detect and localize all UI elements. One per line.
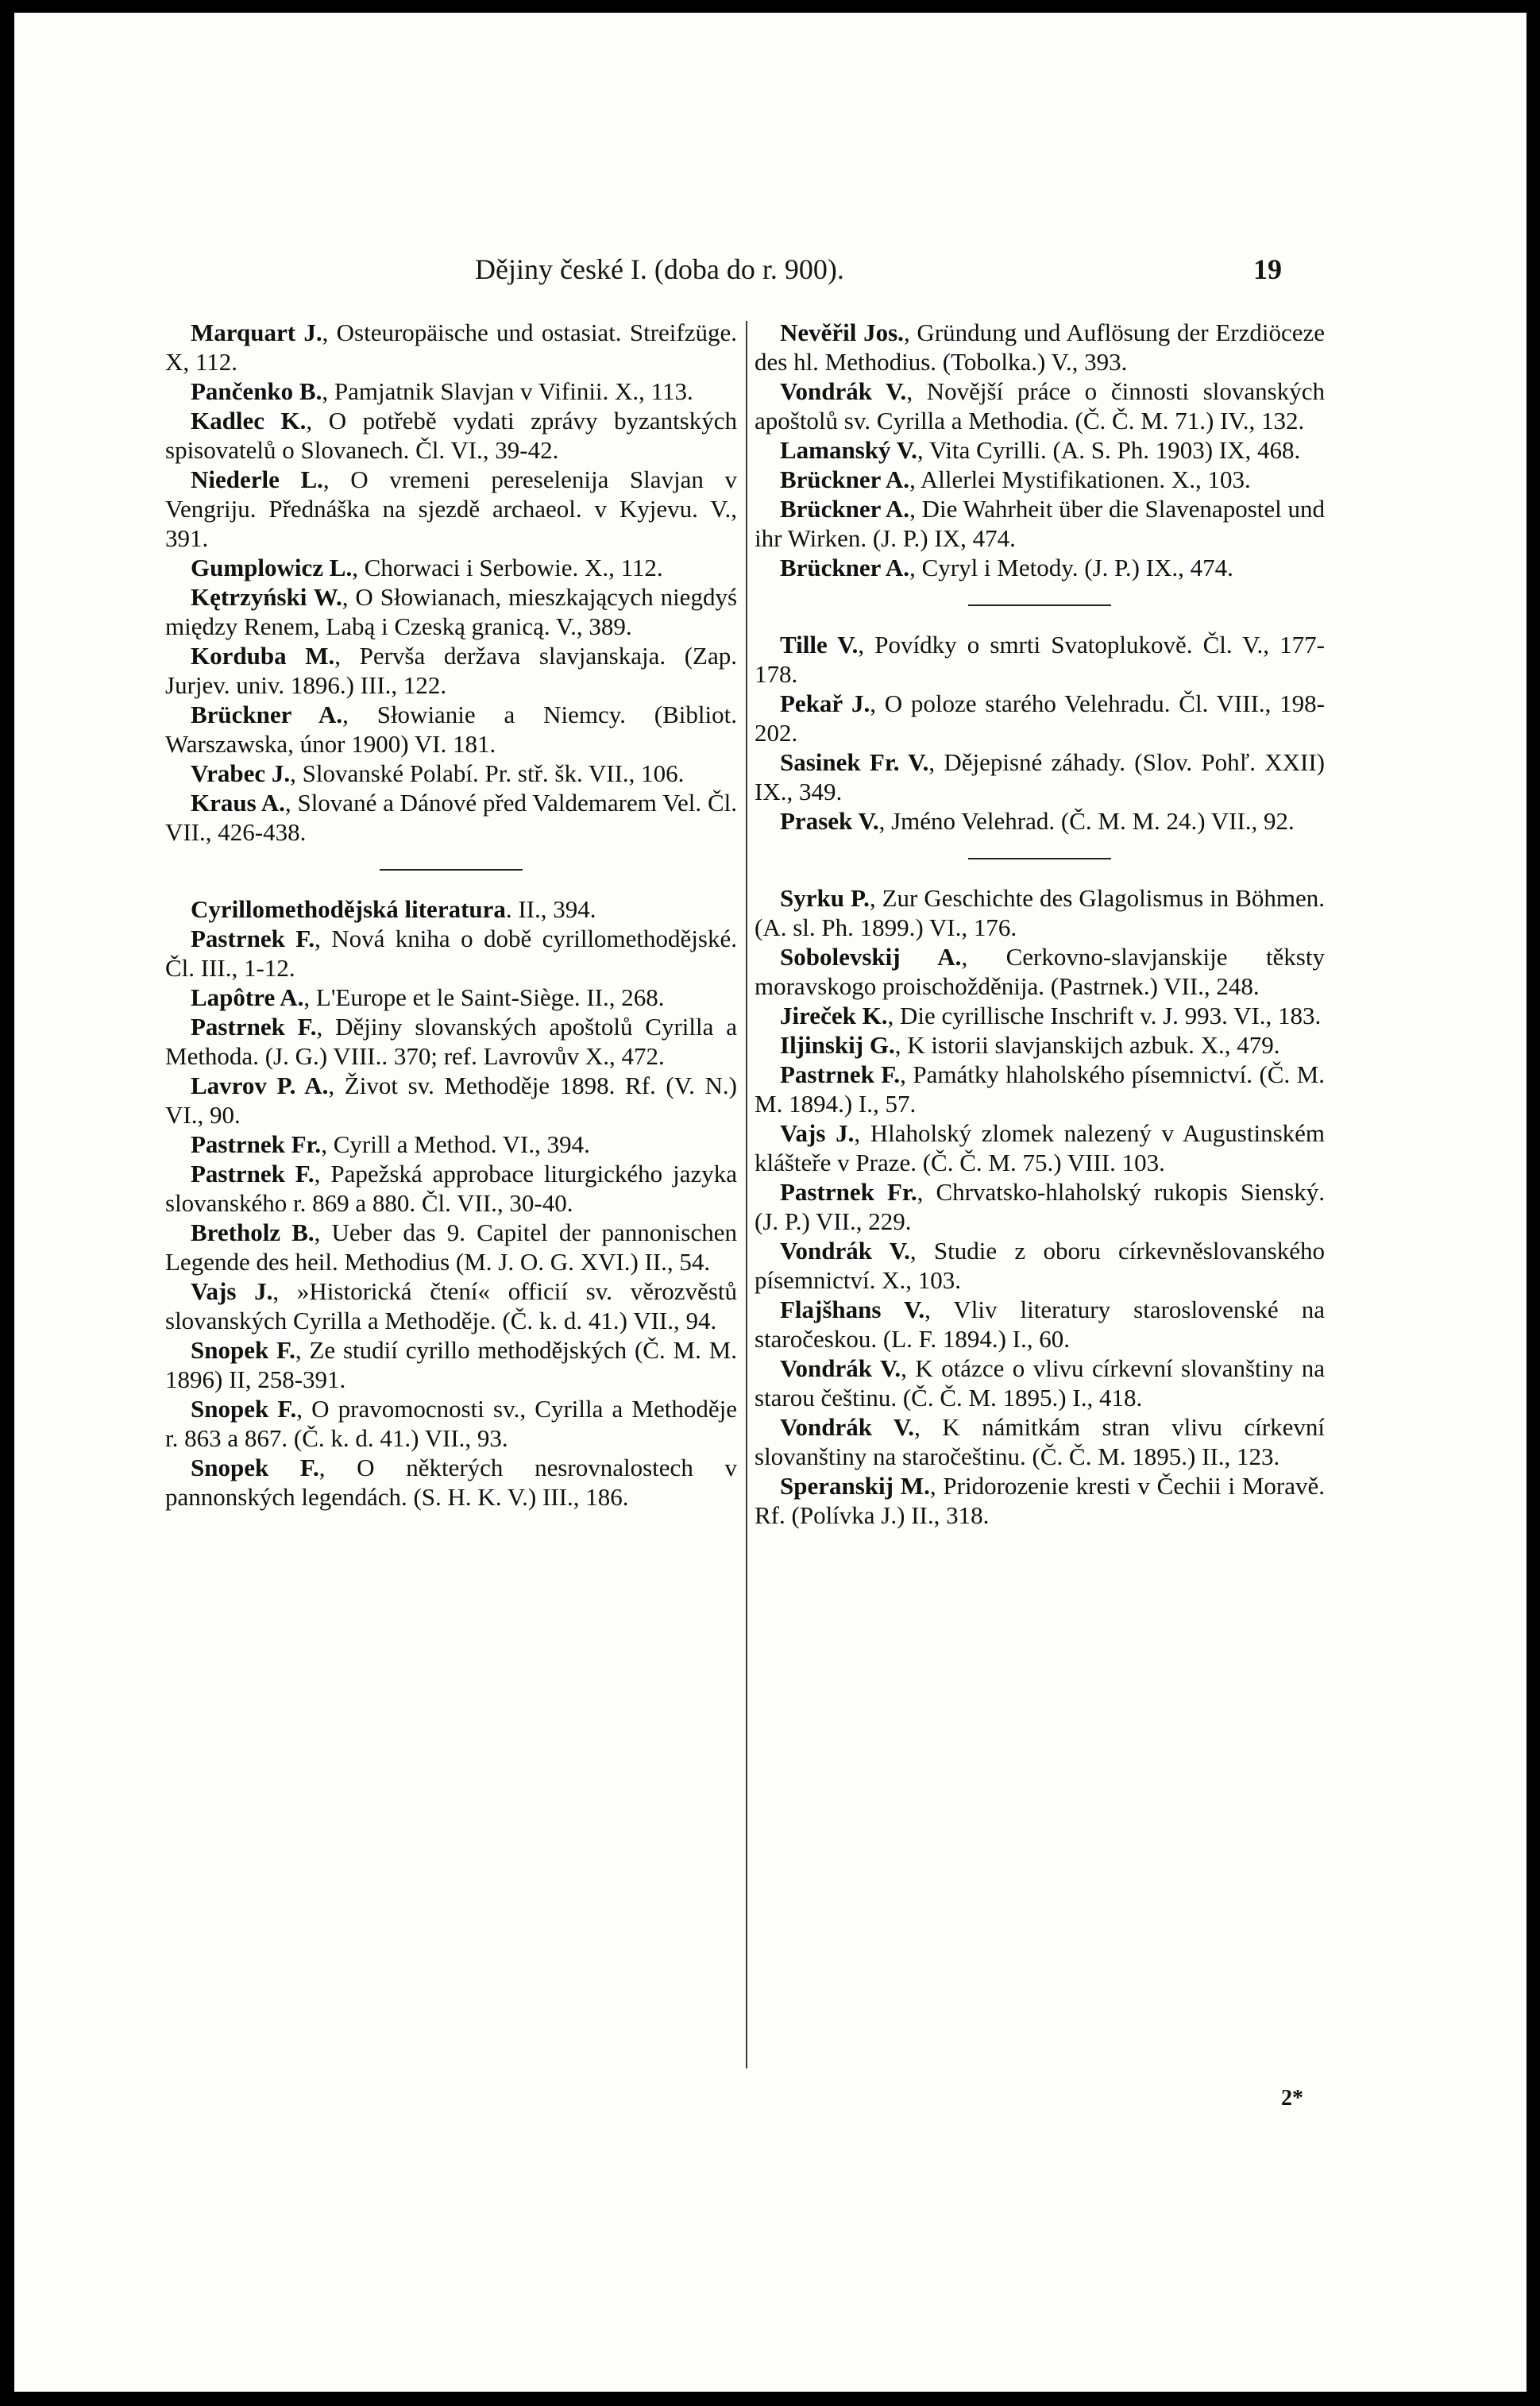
entry-text: , Slovanské Polabí. Pr. stř. šk. VII., 106. [290,759,685,787]
entry-text: , Chorwaci i Serbowie. X., 112. [352,554,663,581]
bibliography-entry [165,377,737,406]
entry-author: Brückner A. [780,554,910,581]
entry-text: , Ze studií cyrillo methodějských (Č. M. M. 1896) II, 258-391. [165,1336,738,1393]
entry-text: , Pamjatnik Slavjan v Vifinii. X., 113. [322,377,693,405]
entry-author: Sobolevskij A. [780,943,962,971]
entry-author: Pastrnek F. [191,1160,315,1188]
section-separator [380,869,523,871]
bibliography-entry [755,1471,1325,1530]
entry-author: Iljinskij G. [780,1031,895,1059]
entry-author: Flajšhans V. [780,1296,925,1323]
entry-author: Pastrnek Fr. [191,1130,322,1158]
bibliography-entry [165,1335,737,1394]
entry-author: Lamanský V. [780,436,917,464]
entry-author: Bretholz B. [191,1218,315,1246]
entry-text: , Cerkovno-slavjanskije těksty moravskogo proischožděnija. (Pastrnek.) VII., 248. [755,943,1325,1000]
entry-author: Pastrnek F. [780,1060,901,1088]
bibliography-entry [755,1118,1325,1177]
entry-author: Vajs J. [191,1277,273,1305]
bibliography-entry [755,377,1325,435]
entry-text: , Słowianie a Niemcy. (Bibliot. Warszawska, únor 1900) VI. 181. [165,701,737,758]
entry-text: , Allerlei Mystifikationen. X., 103. [909,465,1251,493]
bibliography-entry [165,1276,737,1335]
entry-author: Snopek F. [191,1395,297,1423]
entry-text: , Život sv. Methoděje 1898. Rf. (V. N.) VI., 90. [165,1072,737,1129]
entry-text: , Pervša deržava slavjanskaja. (Zap. Jurjev. univ. 1896.) III., 122. [165,642,738,699]
bibliography-entry [165,318,737,377]
page-number: 19 [1253,253,1282,285]
entry-author: Korduba M. [191,642,335,670]
bibliography-entry [755,1030,1325,1060]
entry-text: , Pridorozenie kresti v Čechii i Moravě. Rf. (Polívka J.) II., 318. [755,1472,1325,1529]
entry-text: , »Historická čtení« officií sv. věrozvěstů slovanských Cyrilla a Methoděje. (Č. k. d. 41.) VII., 94. [165,1277,737,1334]
entry-author: Lapôtre A. [191,983,304,1011]
section-separator [968,604,1111,606]
entry-text: , Dějiny slovanských apoštolů Cyrilla a Methoda. (J. G.) VIII.. 370; ref. Lavrovův X., 472. [165,1013,737,1070]
entry-author: Brückner A. [780,495,910,523]
entry-text: , O některých nesrovnalostech v pannonských legendách. (S. H. K. V.) III., 186. [165,1454,737,1511]
entry-author: Snopek F. [191,1336,295,1364]
entry-text: , Die cyrillische Inschrift v. J. 993. VI., 183. [887,1002,1322,1029]
entry-text: , Cyryl i Metody. (J. P.) IX., 474. [909,554,1233,581]
bibliography-entry [165,1453,737,1512]
entry-author: Niederle L. [191,465,323,493]
entry-text: , O Słowianach, mieszkających niegdyś między Renem, Labą i Czeską granicą. V., 389. [165,583,738,640]
entry-text: , O poloze starého Velehradu. Čl. VIII., 198-202. [755,689,1325,747]
entry-author: Lavrov P. A. [191,1072,329,1099]
bibliography-entry [165,1394,737,1453]
bibliography-entry [755,630,1325,689]
bibliography-entry [165,894,737,924]
running-title: Dějiny české I. (doba do r. 900). [475,253,844,285]
bibliography-entry [755,1295,1325,1354]
entry-author: Syrku P. [780,884,870,912]
bibliography-entry [165,406,737,465]
bibliography-entry [165,983,737,1012]
bibliography-entry [755,553,1325,582]
bibliography-entry [755,747,1325,806]
entry-author: Vondrák V. [780,1354,901,1382]
entry-author: Vondrák V. [780,1237,910,1265]
entry-text: , Slované a Dánové před Valdemarem Vel. Čl. VII., 426-438. [165,789,737,846]
entry-text: , O pravomocnosti sv., Cyrilla a Methoděje r. 863 a 867. (Č. k. d. 41.) VII., 93. [165,1395,737,1452]
bibliography-entry [755,1354,1325,1412]
bibliography-entry [755,465,1325,494]
bibliography-entry [165,924,737,983]
entry-text: , Dějepisné záhady. (Slov. Pohľ. XXII) IX., 349. [755,748,1325,805]
entry-text: , O vremeni pereselenija Slavjan v Vengriju. Přednáška na sjezdě archaeol. v Kyjevu. V., 391. [165,465,737,552]
bibliography-entry [755,689,1325,747]
entry-text: , L'Europe et le Saint-Siège. II., 268. [303,983,665,1011]
entry-text: , K námitkám stran vlivu církevní slovanštiny na staročeštinu. (Č. Č. M. 1895.) II., 123. [755,1413,1325,1470]
entry-text: , O potřebě vydati zprávy byzantských spisovatelů o Slovanech. Čl. VI., 39-42. [165,407,738,464]
bibliography-entry [165,641,737,700]
entry-author: Kętrzyński W. [191,583,342,611]
entry-text: , Papežská approbace liturgického jazyka slovanského r. 869 a 880. Čl. VII., 30-40. [165,1160,738,1217]
left-column [165,318,737,1512]
entry-text: , Nová kniha o době cyrillomethodějské. Čl. III., 1-12. [165,925,737,982]
entry-author: Vrabec J. [191,759,291,787]
entry-text: , Studie z oboru církevněslovanského písemnictví. X., 103. [755,1237,1326,1294]
bibliography-entry [165,553,737,582]
left-group-1 [165,318,737,847]
bibliography-entry [755,1001,1325,1030]
entry-text: , Památky hlaholského písemnictví. (Č. M. M. 1894.) I., 57. [755,1060,1325,1118]
entry-author: Kadlec K. [191,407,307,434]
bibliography-entry [755,1412,1325,1471]
entry-author: Pastrnek F. [191,925,315,952]
left-group-2 [165,894,737,1512]
bibliography-entry [165,759,737,788]
bibliography-entry [755,1236,1325,1295]
entry-text: , Cyrill a Method. VI., 394. [321,1130,590,1158]
bibliography-entry [755,435,1325,465]
entry-author: Brückner A. [780,465,910,493]
entry-author: Tille V. [780,631,859,658]
entry-text: , Zur Geschichte des Glagolismus in Böhmen. (A. sl. Ph. 1899.) VI., 176. [755,884,1325,941]
bibliography-entry [165,700,737,759]
entry-text: , Ueber das 9. Capitel der pannonischen Legende des heil. Methodius (M. J. O. G. XVI.) II., 54. [165,1218,737,1276]
entry-author: Marquart J. [191,319,322,346]
bibliography-entry [165,465,737,553]
bibliography-entry [165,1012,737,1071]
bibliography-entry [755,318,1325,377]
bibliography-entry [165,1218,737,1276]
entry-text: , Hlaholský zlomek nalezený v Augustinském klášteře v Praze. (Č. Č. M. 75.) VIII. 103. [755,1119,1326,1176]
bibliography-entry [165,1159,737,1218]
entry-author: Speranskij M. [780,1472,930,1500]
bibliography-entry [755,1060,1325,1118]
entry-author: Vondrák V. [780,377,907,405]
entry-author: Brückner A. [191,701,343,728]
entry-author: Sasinek Fr. V. [780,748,929,776]
entry-author: Nevěřil Jos. [780,319,904,346]
entry-author: Prasek V. [780,807,879,835]
bibliography-entry [755,942,1325,1001]
entry-author: Jireček K. [780,1002,888,1029]
entry-author: Kraus A. [191,789,285,817]
entry-text: . II., 394. [505,895,596,923]
right-group-3 [755,883,1325,1530]
bibliography-entry [755,806,1325,836]
book-page [14,13,1526,2392]
bibliography-entry [165,582,737,641]
entry-text: , Chrvatsko-hlaholský rukopis Sienský. (J. P.) VII., 229. [755,1178,1325,1235]
signature-mark: 2* [1281,2086,1303,2111]
bibliography-entry [165,1071,737,1130]
entry-text: , Jméno Velehrad. (Č. M. M. 24.) VII., 92. [878,807,1295,835]
entry-author: Snopek F. [191,1454,319,1481]
right-group-2 [755,630,1325,836]
bibliography-entry [755,494,1325,553]
right-group-1 [755,318,1325,582]
section-separator [968,858,1111,859]
bibliography-entry [165,788,737,847]
entry-text: , K otázce o vlivu církevní slovanštiny na starou češtinu. (Č. Č. M. 1895.) I., 418. [755,1354,1325,1412]
bibliography-entry [755,1177,1325,1236]
entry-text: , Gründung und Auflösung der Erzdiöceze des hl. Methodius. (Tobolka.) V., 393. [755,319,1325,376]
entry-text: , Vita Cyrilli. (A. S. Ph. 1903) IX, 468. [917,436,1301,464]
right-column [755,318,1325,1530]
entry-author: Pekař J. [780,689,870,717]
column-divider [746,321,747,2068]
entry-author: Pančenko B. [191,377,322,405]
entry-text: , K istorii slavjanskijch azbuk. X., 479. [894,1031,1280,1059]
entry-author: Gumplowicz L. [191,554,353,581]
entry-text: , Povídky o smrti Svatoplukově. Čl. V., 177-178. [755,631,1325,688]
bibliography-entry [165,1130,737,1159]
entry-text: , Osteuropäische und ostasiat. Streifzüge. X, 112. [165,319,737,376]
entry-author: Cyrillomethodějská literatura [191,895,506,923]
entry-text: , Die Wahrheit über die Slavenapostel und ihr Wirken. (J. P.) IX, 474. [755,495,1325,552]
entry-author: Pastrnek F. [191,1013,317,1041]
bibliography-entry [755,883,1325,942]
entry-text: , Novější práce o činnosti slovanských apoštolů sv. Cyrilla a Methodia. (Č. Č. M. 71.) IV., 132. [755,377,1325,434]
running-head [14,253,1526,300]
entry-author: Pastrnek Fr. [780,1178,917,1206]
entry-text: , Vliv literatury staroslovenské na staročeskou. (L. F. 1894.) I., 60. [755,1296,1325,1353]
entry-author: Vondrák V. [780,1413,915,1441]
entry-author: Vajs J. [780,1119,855,1147]
